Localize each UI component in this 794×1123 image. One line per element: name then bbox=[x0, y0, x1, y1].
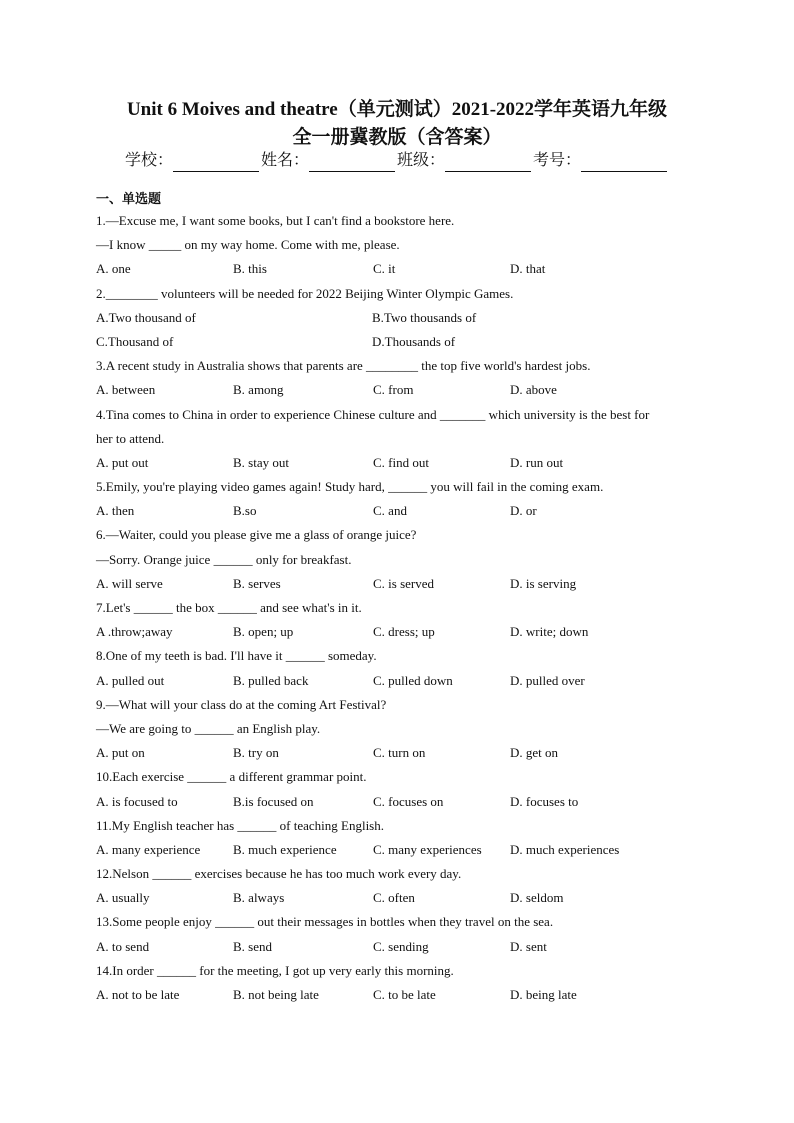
question-8 bbox=[96, 644, 706, 692]
option-a[interactable]: A. then bbox=[96, 503, 135, 519]
option-d[interactable]: D.Thousands of bbox=[372, 333, 456, 349]
option-d[interactable]: D. or bbox=[510, 503, 537, 519]
option-d[interactable]: D. get on bbox=[510, 745, 559, 761]
options-row bbox=[96, 257, 706, 281]
option-a[interactable]: A. usually bbox=[96, 890, 150, 906]
option-b[interactable]: B.is focused on bbox=[233, 793, 314, 809]
question-12 bbox=[96, 862, 706, 910]
options-row bbox=[96, 572, 706, 596]
option-a[interactable]: A. between bbox=[96, 382, 156, 398]
option-c[interactable]: C. from bbox=[373, 382, 414, 398]
exam-title-line-1: Unit 6 Moives and theatre（单元测试）2021-2022学年英语九年级 bbox=[126, 99, 668, 120]
option-d[interactable]: D. is serving bbox=[510, 575, 577, 591]
question-text: 14.In order ______ for the meeting, I got up very early this morning. bbox=[96, 962, 454, 978]
options-row bbox=[96, 451, 706, 475]
question-text: 7.Let's ______ the box ______ and see what's in it. bbox=[96, 600, 362, 615]
option-c[interactable]: C. is served bbox=[373, 575, 435, 591]
option-a[interactable]: A .throw;away bbox=[96, 624, 173, 640]
option-c[interactable]: C. many experiences bbox=[373, 841, 482, 857]
question-text: 6.—Waiter, could you please give me a glass of orange juice? bbox=[96, 527, 417, 543]
question-14 bbox=[96, 959, 706, 1007]
name-label: 姓名： bbox=[260, 152, 309, 169]
question-text: —I know _____ on my way home. Come with me, please. bbox=[96, 237, 400, 253]
option-d[interactable]: D. run out bbox=[510, 454, 564, 470]
option-a[interactable]: A. pulled out bbox=[96, 672, 165, 688]
question-7 bbox=[96, 596, 706, 644]
option-b[interactable]: B. always bbox=[233, 890, 285, 906]
question-text: —Sorry. Orange juice ______ only for breakfast. bbox=[96, 551, 352, 567]
question-text: 11.My English teacher has ______ of teaching English. bbox=[96, 817, 384, 833]
question-1 bbox=[96, 209, 706, 282]
exam-number-blank[interactable] bbox=[581, 155, 667, 172]
school-label: 学校： bbox=[124, 152, 173, 169]
option-a[interactable]: A. to send bbox=[96, 938, 150, 954]
question-9 bbox=[96, 693, 706, 766]
option-b[interactable]: B. among bbox=[233, 382, 284, 398]
option-d[interactable]: D. pulled over bbox=[510, 672, 585, 688]
option-b[interactable]: B. not being late bbox=[233, 987, 319, 1002]
question-text: 2.________ volunteers will be needed for 2022 Beijing Winter Olympic Games. bbox=[96, 285, 514, 301]
option-c[interactable]: C. dress; up bbox=[373, 624, 435, 640]
question-13 bbox=[96, 910, 706, 958]
options-row bbox=[96, 378, 706, 402]
option-b[interactable]: B. this bbox=[233, 261, 267, 277]
option-b[interactable]: B.Two thousands of bbox=[372, 309, 477, 325]
option-b[interactable]: B. send bbox=[233, 938, 272, 954]
option-c[interactable]: C. it bbox=[373, 261, 396, 277]
option-c[interactable]: C. sending bbox=[373, 938, 429, 954]
question-text: 9.—What will your class do at the coming Art Festival? bbox=[96, 696, 387, 712]
option-c[interactable]: C. pulled down bbox=[373, 672, 453, 688]
options-row bbox=[96, 330, 706, 354]
option-a[interactable]: A. put on bbox=[96, 745, 145, 761]
question-5 bbox=[96, 475, 706, 523]
options-row bbox=[96, 983, 706, 1007]
option-d[interactable]: D. above bbox=[510, 382, 557, 398]
question-text: 4.Tina comes to China in order to experience Chinese culture and _______ which university is the best for bbox=[96, 406, 650, 422]
options-row bbox=[96, 306, 706, 330]
options-row bbox=[96, 499, 706, 523]
option-b[interactable]: B. much experience bbox=[233, 841, 337, 857]
class-blank[interactable] bbox=[445, 155, 531, 172]
school-blank[interactable] bbox=[173, 155, 259, 172]
option-d[interactable]: D. being late bbox=[510, 987, 577, 1002]
question-11 bbox=[96, 814, 706, 862]
exam-number-label: 考号： bbox=[533, 152, 582, 169]
section-title: 一、单选题 bbox=[96, 191, 162, 206]
question-text: 10.Each exercise ______ a different grammar point. bbox=[96, 769, 367, 785]
question-4 bbox=[96, 403, 706, 476]
options-row bbox=[96, 886, 706, 910]
option-d[interactable]: D. seldom bbox=[510, 890, 564, 906]
option-c[interactable]: C. find out bbox=[373, 454, 429, 470]
question-list bbox=[96, 209, 706, 1007]
question-text: 12.Nelson ______ exercises because he has too much work every day. bbox=[96, 866, 462, 882]
question-text: her to attend. bbox=[96, 430, 165, 446]
option-a[interactable]: A. will serve bbox=[96, 575, 163, 591]
options-row bbox=[96, 838, 706, 862]
option-a[interactable]: A. not to be late bbox=[96, 987, 180, 1002]
option-d[interactable]: D. much experiences bbox=[510, 841, 620, 857]
question-3 bbox=[96, 354, 706, 402]
options-row bbox=[96, 935, 706, 959]
option-c[interactable]: C. turn on bbox=[373, 745, 426, 761]
question-text: 5.Emily, you're playing video games again! Study hard, ______ you will fail in the coming exam. bbox=[96, 479, 604, 495]
question-text: 3.A recent study in Australia shows that parents are ________ the top five world's hardest jobs. bbox=[96, 358, 591, 374]
question-10 bbox=[96, 765, 706, 813]
option-c[interactable]: C.Thousand of bbox=[96, 333, 174, 349]
option-a[interactable]: A. put out bbox=[96, 454, 149, 470]
option-d[interactable]: D. write; down bbox=[510, 624, 589, 640]
option-b[interactable]: B. open; up bbox=[233, 624, 294, 640]
option-c[interactable]: C. and bbox=[373, 503, 407, 519]
option-b[interactable]: B. pulled back bbox=[233, 672, 309, 688]
question-text: 8.One of my teeth is bad. I'll have it ______ someday. bbox=[96, 648, 377, 664]
option-a[interactable]: A. is focused to bbox=[96, 793, 178, 809]
question-2 bbox=[96, 282, 706, 355]
option-d[interactable]: D. sent bbox=[510, 938, 547, 954]
question-text: 13.Some people enjoy ______ out their messages in bottles when they travel on the sea. bbox=[96, 914, 554, 930]
exam-title-line-2: 全一册冀教版（含答案） bbox=[292, 127, 502, 148]
option-a[interactable]: A. many experience bbox=[96, 841, 201, 857]
option-b[interactable]: B. stay out bbox=[233, 454, 289, 470]
class-label: 班级： bbox=[397, 152, 446, 169]
option-d[interactable]: D. focuses to bbox=[510, 793, 579, 809]
options-row bbox=[96, 790, 706, 814]
options-row bbox=[96, 741, 706, 765]
option-d[interactable]: D. that bbox=[510, 261, 546, 277]
option-b[interactable]: B.so bbox=[233, 503, 257, 519]
option-b[interactable]: B. try on bbox=[233, 745, 279, 761]
options-row bbox=[96, 620, 706, 644]
option-a[interactable]: A.Two thousand of bbox=[96, 309, 196, 325]
student-info-row bbox=[0, 150, 794, 172]
option-b[interactable]: B. serves bbox=[233, 575, 281, 591]
option-a[interactable]: A. one bbox=[96, 261, 131, 277]
options-row bbox=[96, 669, 706, 693]
option-c[interactable]: C. often bbox=[373, 890, 415, 906]
option-c[interactable]: C. focuses on bbox=[373, 793, 444, 809]
option-c[interactable]: C. to be late bbox=[373, 987, 436, 1002]
name-blank[interactable] bbox=[309, 155, 395, 172]
question-text: —We are going to ______ an English play. bbox=[96, 720, 321, 736]
question-6 bbox=[96, 523, 706, 596]
question-text: 1.—Excuse me, I want some books, but I can't find a bookstore here. bbox=[96, 213, 455, 228]
